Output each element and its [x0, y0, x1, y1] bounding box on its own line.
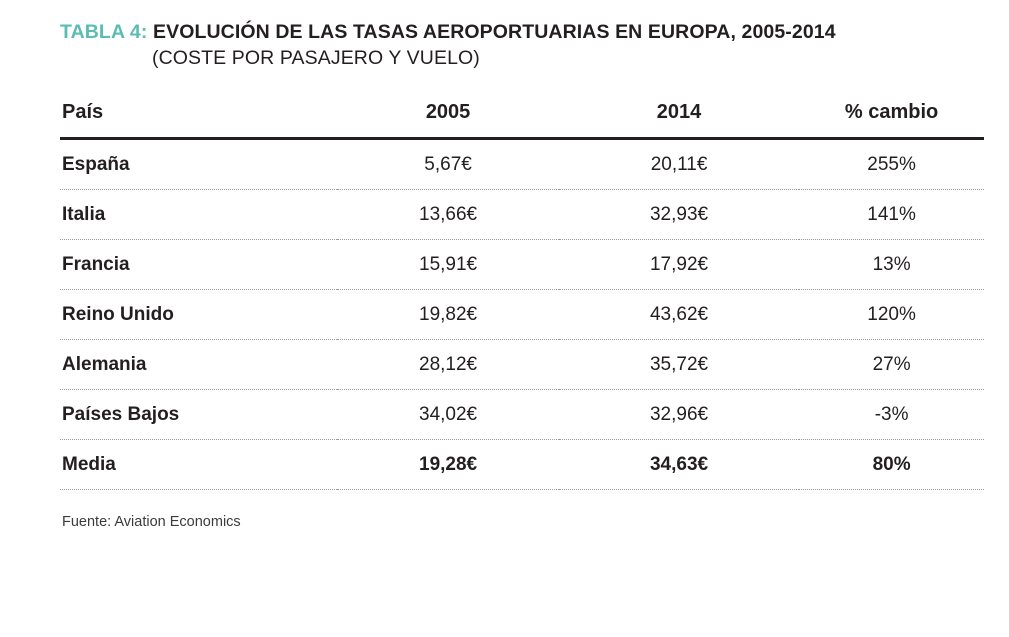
cell-2014: 34,63€ — [559, 440, 799, 490]
cell-2014: 32,93€ — [559, 190, 799, 240]
cell-change: 141% — [799, 190, 984, 240]
source-note: Fuente: Aviation Economics — [62, 514, 241, 531]
cell-2014: 32,96€ — [559, 390, 799, 440]
cell-2014: 17,92€ — [559, 240, 799, 290]
table-row-total — [60, 440, 984, 490]
cell-country: Países Bajos — [60, 390, 337, 440]
table-row — [60, 190, 984, 240]
cell-country: Francia — [60, 240, 337, 290]
table-row — [60, 390, 984, 440]
table-title-text: EVOLUCIÓN DE LAS TASAS AEROPORTUARIAS EN EUROPA, 2005-2014 — [153, 21, 836, 43]
cell-change: 120% — [799, 290, 984, 340]
column-header-2014: 2014 — [656, 101, 702, 124]
cell-2005: 13,66€ — [337, 190, 559, 240]
table-header-row — [60, 101, 984, 139]
table-header — [60, 101, 984, 139]
cell-change: 80% — [799, 440, 984, 490]
cell-change: 13% — [799, 240, 984, 290]
title-first-line — [60, 20, 953, 46]
cell-2014: 43,62€ — [559, 290, 799, 340]
table-row — [60, 240, 984, 290]
table-container — [60, 101, 984, 490]
cell-2014: 20,11€ — [559, 139, 799, 190]
cell-2005: 19,82€ — [337, 290, 559, 340]
table-number-label: TABLA 4: — [60, 21, 148, 43]
table-row — [60, 340, 984, 390]
table-body — [60, 139, 984, 490]
cell-change: -3% — [799, 390, 984, 440]
cell-2005: 34,02€ — [337, 390, 559, 440]
title-second-line — [60, 46, 953, 72]
cell-2005: 19,28€ — [337, 440, 559, 490]
cell-2005: 5,67€ — [337, 139, 559, 190]
cell-change: 255% — [799, 139, 984, 190]
cell-country: Italia — [60, 190, 337, 240]
cell-2005: 28,12€ — [337, 340, 559, 390]
cell-2005: 15,91€ — [337, 240, 559, 290]
cell-country: Reino Unido — [60, 290, 337, 340]
cell-2014: 35,72€ — [559, 340, 799, 390]
column-header-change: % cambio — [844, 101, 939, 124]
table-subtitle-text: (COSTE POR PASAJERO Y VUELO) — [152, 46, 480, 69]
cell-country: España — [60, 139, 337, 190]
column-header-country: País — [62, 101, 104, 124]
cell-country: Media — [60, 440, 337, 490]
cell-country: Alemania — [60, 340, 337, 390]
cell-change: 27% — [799, 340, 984, 390]
table-row — [60, 139, 984, 190]
table-row — [60, 290, 984, 340]
column-header-2005: 2005 — [425, 101, 471, 124]
page-title — [60, 20, 953, 71]
airport-fees-table — [60, 101, 984, 490]
